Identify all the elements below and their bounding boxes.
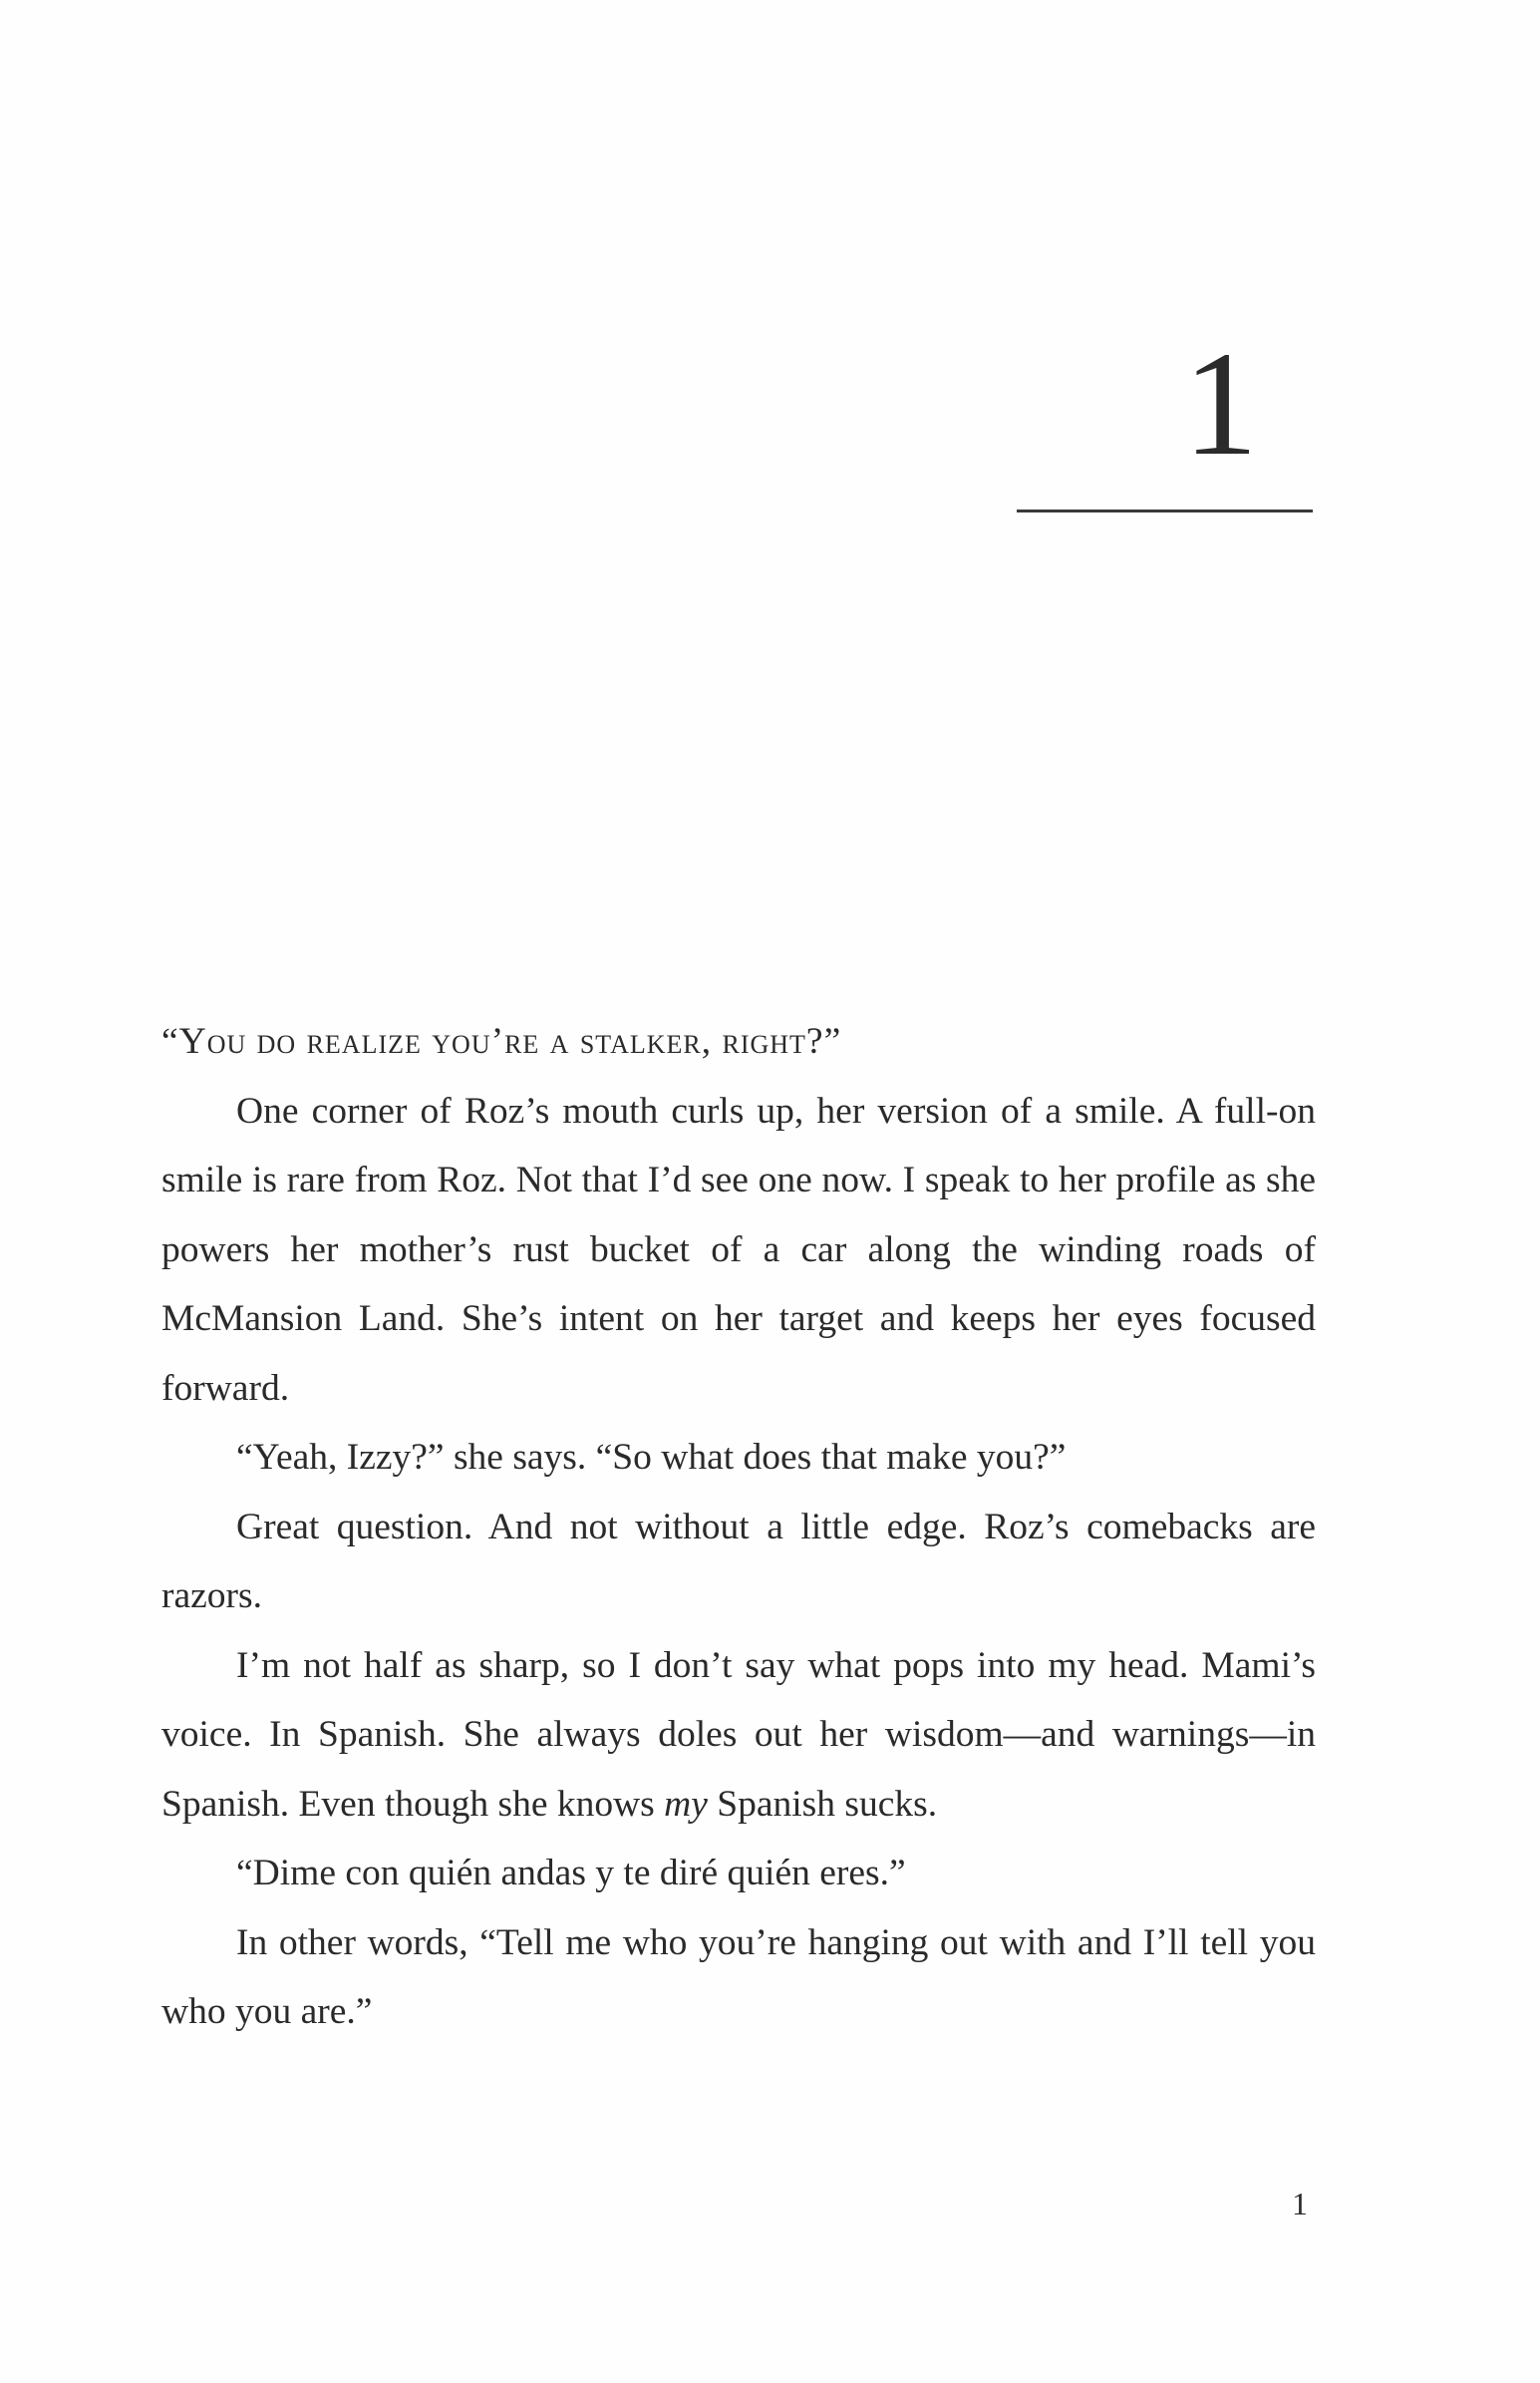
page-number: 1	[1292, 2186, 1308, 2221]
paragraph: In other words, “Tell me who you’re hanging out with and I’ll tell you who you are.”	[161, 1921, 1316, 2032]
paragraph: Great question. And not without a little edge. Roz’s comebacks are razors.	[161, 1506, 1316, 1616]
paragraph-text: I’m not half as sharp, so I don’t say what pops into my head. Mami’s voice. In Spanish. She always doles out her wisdom—and warnings—in Spanish. Even though she knows	[161, 1644, 1316, 1825]
paragraph: “Yeah, Izzy?” she says. “So what does that make you?”	[236, 1437, 1067, 1478]
paragraph: One corner of Roz’s mouth curls up, her version of a smile. A full-on smile is rare from Roz. Not that I’d see one now. I speak to her profile as she powers her mother’s rust bucket of a car along the winding roads of McMansion Land. She’s intent on her target and keeps her eyes focused forward.	[161, 1090, 1316, 1409]
paragraph	[161, 1631, 1316, 1840]
chapter-rule	[1017, 510, 1313, 512]
chapter-number: 1	[1183, 321, 1258, 487]
chapter-body	[161, 1007, 1316, 2047]
emphasis-text: my	[664, 1783, 708, 1825]
opening-line: “You do realize you’re a stalker, right?”	[161, 1021, 842, 1062]
paragraph-text-after: Spanish sucks.	[707, 1783, 938, 1825]
paragraph: “Dime con quién andas y te diré quién eres.”	[236, 1853, 906, 1893]
